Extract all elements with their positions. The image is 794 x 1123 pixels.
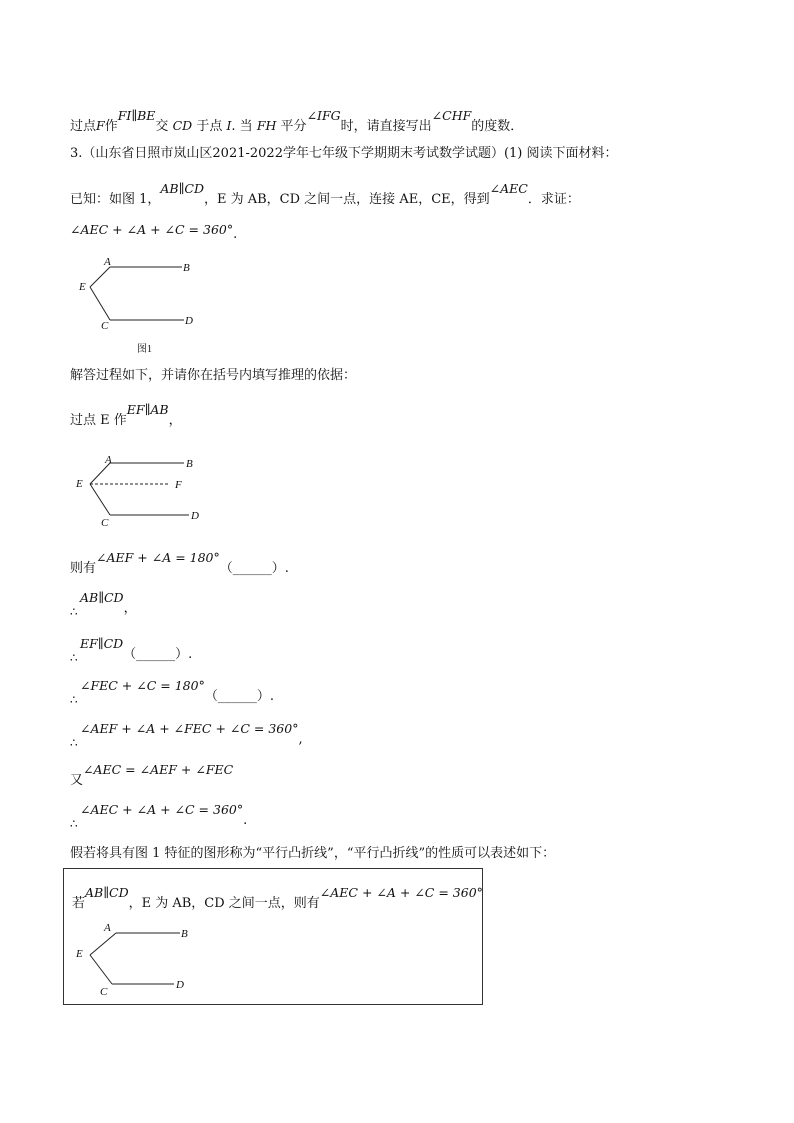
text: 已知：如图 1， bbox=[70, 192, 161, 207]
label-b: B bbox=[181, 928, 188, 940]
blank-reason: （______）. bbox=[123, 647, 193, 662]
step-6 bbox=[70, 762, 234, 789]
step-4 bbox=[70, 678, 274, 707]
math-formula: ∠AEC = ∠AEF + ∠FEC bbox=[83, 762, 234, 777]
math-formula: ∠AEF + ∠A = 180° bbox=[96, 550, 220, 565]
segment-ec bbox=[90, 484, 110, 515]
label-f: F bbox=[175, 479, 182, 491]
math-formula: ∠AEC + ∠A + ∠C = 360° bbox=[70, 222, 234, 237]
math-formula: AB∥CD bbox=[160, 181, 204, 196]
given-line bbox=[70, 181, 580, 208]
label-a: A bbox=[104, 922, 111, 934]
math-formula: AB∥CD bbox=[80, 590, 124, 605]
math: CD bbox=[172, 118, 193, 133]
property-statement bbox=[72, 885, 483, 912]
math: F bbox=[96, 118, 105, 133]
step-7 bbox=[70, 802, 248, 831]
text-line-1 bbox=[70, 108, 524, 135]
segment-ae bbox=[90, 933, 116, 955]
therefore-symbol: ∴ bbox=[70, 736, 78, 750]
math-formula: EF∥AB bbox=[126, 402, 169, 417]
therefore-symbol: ∴ bbox=[70, 817, 78, 831]
math: I bbox=[226, 118, 232, 133]
figure-2 bbox=[70, 452, 210, 532]
therefore-symbol: ∴ bbox=[70, 693, 78, 707]
label-e: E bbox=[79, 281, 86, 293]
math-formula: FI∥BE bbox=[117, 108, 156, 123]
blank-reason: （______）. bbox=[219, 561, 289, 576]
claim-line bbox=[70, 222, 238, 242]
label-c: C bbox=[101, 320, 109, 332]
text: 交 bbox=[155, 119, 169, 134]
math: FH bbox=[256, 118, 277, 133]
step-2 bbox=[70, 590, 137, 619]
construction-line bbox=[70, 402, 182, 429]
label-b: B bbox=[183, 262, 190, 274]
text: ， bbox=[123, 601, 137, 616]
text: 又 bbox=[70, 773, 84, 788]
math-formula: ∠AEC + ∠A + ∠C = 360° bbox=[80, 802, 244, 817]
math-formula: ∠CHF bbox=[431, 108, 472, 123]
label-d: D bbox=[176, 979, 184, 991]
blank-reason: （______）. bbox=[204, 689, 274, 704]
text: . bbox=[233, 227, 238, 242]
text: 的度数． bbox=[471, 119, 524, 134]
label-e: E bbox=[76, 478, 83, 490]
figure-3 bbox=[70, 920, 210, 1000]
label-a: A bbox=[105, 454, 112, 466]
text: 平分 bbox=[280, 119, 307, 134]
text: ．求证： bbox=[527, 192, 580, 207]
because-symbol: ∴ bbox=[70, 605, 78, 619]
label-d: D bbox=[185, 315, 193, 327]
text: ， bbox=[168, 413, 182, 428]
label-b: B bbox=[186, 458, 193, 470]
label-a: A bbox=[104, 256, 111, 268]
step-3 bbox=[70, 636, 193, 665]
text: . 当 bbox=[231, 119, 253, 134]
question-3-heading: 3.（山东省日照市岚山区2021-2022学年七年级下学期期末考试数学试题）(1) 阅读下面材料： bbox=[70, 146, 618, 161]
math-formula: ∠IFG bbox=[306, 108, 341, 123]
text: 过点 E 作 bbox=[70, 413, 127, 428]
definition-line: 假若将具有图 1 特征的图形称为“平行凸折线”，“平行凸折线”的性质可以表述如下： bbox=[70, 846, 556, 861]
text: 时，请直接写出 bbox=[340, 119, 432, 134]
therefore-symbol: ∴ bbox=[70, 651, 78, 665]
text: ，E 为 AB，CD 之间一点，则有 bbox=[128, 896, 320, 911]
math-formula: AB∥CD bbox=[85, 885, 129, 900]
text: 过点 bbox=[70, 119, 97, 134]
text: , bbox=[298, 732, 303, 747]
segment-ec bbox=[90, 955, 112, 984]
text: 则有 bbox=[70, 561, 97, 576]
math-formula: ∠AEF + ∠A + ∠FEC + ∠C = 360° bbox=[80, 721, 299, 736]
segment-ec bbox=[90, 287, 110, 320]
math-formula: ∠AEC + ∠A + ∠C = 360° bbox=[319, 885, 483, 900]
label-c: C bbox=[100, 986, 108, 998]
segment-ae bbox=[90, 267, 110, 287]
label-d: D bbox=[191, 510, 199, 522]
label-e: E bbox=[76, 948, 83, 960]
step-1 bbox=[70, 550, 289, 577]
text: 于点 bbox=[196, 119, 223, 134]
text: . bbox=[243, 813, 248, 828]
math-formula: ∠AEC bbox=[489, 181, 528, 196]
label-c: C bbox=[101, 517, 109, 529]
step-5 bbox=[70, 721, 303, 750]
figure-caption: 图1 bbox=[137, 344, 152, 354]
figure-1 bbox=[70, 254, 210, 354]
math-formula: EF∥CD bbox=[80, 636, 124, 651]
math-formula: ∠FEC + ∠C = 180° bbox=[80, 678, 205, 693]
procedure-intro: 解答过程如下，并请你在括号内填写推理的依据： bbox=[70, 368, 357, 383]
text: 若 bbox=[72, 896, 86, 911]
text: ，E 为 AB，CD 之间一点，连接 AE，CE，得到 bbox=[203, 192, 490, 207]
text: 作 bbox=[104, 119, 118, 134]
segment-ae bbox=[90, 463, 110, 484]
